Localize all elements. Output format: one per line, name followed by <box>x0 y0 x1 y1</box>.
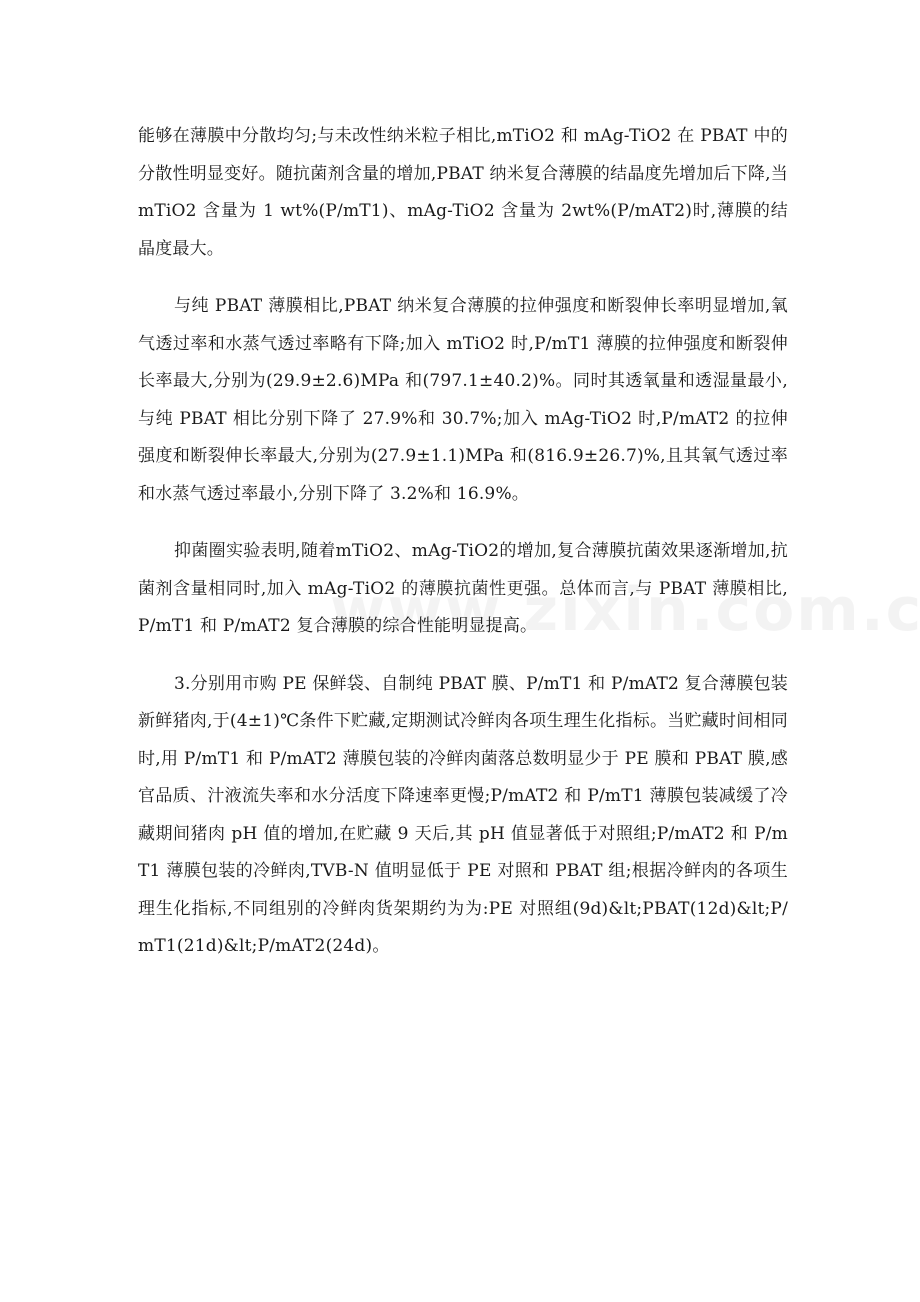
paragraph-mechanical-properties: 与纯 PBAT 薄膜相比,PBAT 纳米复合薄膜的拉伸强度和断裂伸长率明显增加,氧气透过率和水蒸气透过率略有下降;加入 mTiO2 时,P/mT1 薄膜的拉伸强度和断裂伸长率最大,分别为(29.9±2.6)MPa 和(797.1±40.2)%。同时其透氧量和透湿量最小,与纯 PBAT 相比分别下降了 27.9%和 30.7%;加入 mAg-TiO2 时,P/mAT2 的拉伸强度和断裂伸长率最大,分别为(27.9±1.1)MPa 和(816.9±26.7)%,且其氧气透过率和水蒸气透过率最小,分别下降了 3.2%和 16.9%。 <box>138 296 788 504</box>
paragraph-pork-storage: 3.分别用市购 PE 保鲜袋、自制纯 PBAT 膜、P/mT1 和 P/mAT2 复合薄膜包装新鲜猪肉,于(4±1)℃条件下贮藏,定期测试冷鲜肉各项生理生化指标。当贮藏时间相同时,用 P/mT1 和 P/mAT2 薄膜包装的冷鲜肉菌落总数明显少于 PE 膜和 PBAT 膜,感官品质、汁液流失率和水分活度下降速率更慢;P/mAT2 和 P/mT1 薄膜包装减缓了冷藏期间猪肉 pH 值的增加,在贮藏 9 天后,其 pH 值显著低于对照组;P/mAT2 和 P/mT1 薄膜包装的冷鲜肉,TVB-N 值明显低于 PE 对照和 PBAT 组;根据冷鲜肉的各项生理生化指标,不同组别的冷鲜肉货架期约为为:PE 对照组(9d)&lt;PBAT(12d)&lt;P/mT1(21d)&lt;P/mAT2(24d)。 <box>138 673 788 956</box>
paragraph-antibacterial: 抑菌圈实验表明,随着mTiO2、mAg-TiO2的增加,复合薄膜抗菌效果逐渐增加,抗菌剂含量相同时,加入 mAg-TiO2 的薄膜抗菌性更强。总体而言,与 PBAT 薄膜相比,P/mT1 和 P/mAT2 复合薄膜的综合性能明显提高。 <box>138 541 788 636</box>
paragraph-crystallinity: 能够在薄膜中分散均匀;与未改性纳米粒子相比,mTiO2 和 mAg-TiO2 在 PBAT 中的分散性明显变好。随抗菌剂含量的增加,PBAT 纳米复合薄膜的结晶度先增加后下降,当 mTiO2 含量为 1 wt%(P/mT1)、mAg-TiO2 含量为 2wt%(P/mAT2)时,薄膜的结晶度最大。 <box>138 126 788 259</box>
document-body <box>138 118 788 986</box>
